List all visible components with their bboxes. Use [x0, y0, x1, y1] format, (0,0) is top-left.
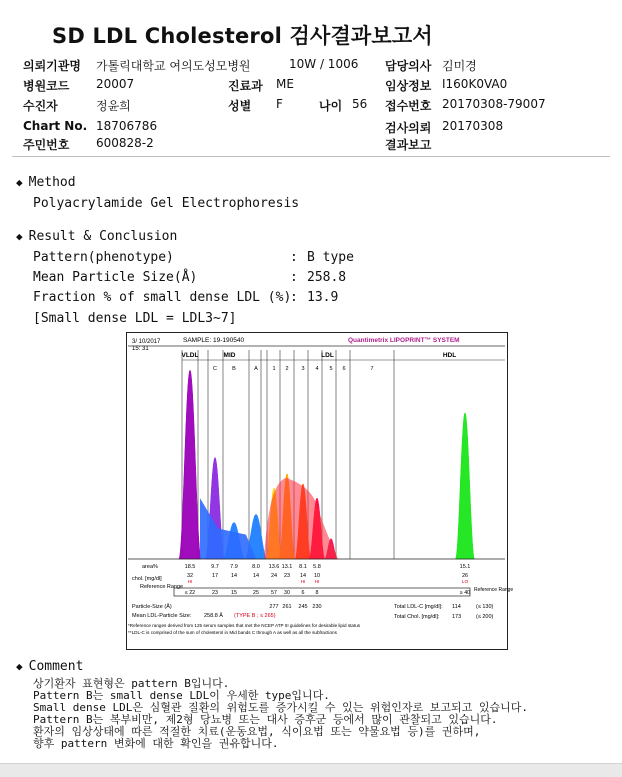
diamond-icon: ◆ — [16, 176, 23, 189]
ref-value: 25 — [253, 590, 259, 596]
ref-row-label: Reference Range — [140, 584, 184, 590]
chart-time: 15: 31 — [132, 346, 149, 352]
comment-heading-text: Comment — [28, 659, 84, 674]
chart-no-value: 18706786 — [96, 119, 158, 133]
chol-value: 24 — [270, 573, 278, 579]
chol-value: 14 — [230, 573, 238, 579]
hospital-code-label: 병원코드 — [23, 79, 70, 93]
area-value: 7.9 — [230, 564, 238, 570]
resident-value: 600828-2 — [96, 136, 154, 150]
comment-line: Pattern B는 복부비만, 제2형 당뇨병 또는 대사 증후군 등에서 많이 관찰되고 있습니다. — [33, 713, 498, 726]
chart-no-label: Chart No. — [23, 119, 88, 133]
patient-value: 정윤희 — [96, 99, 131, 113]
sex-label: 성별 — [228, 99, 252, 113]
total-ldl-value: 114 — [452, 604, 461, 610]
chol-value: 23 — [283, 573, 291, 579]
ref-right-label: Reference Range — [474, 587, 514, 593]
institution-value: 가톨릭대학교 여의도성모병원 — [96, 59, 251, 73]
result-row-colon: : — [290, 290, 298, 305]
chart-footnote: *Reference ranges derived from 125 serum samples that met the NCEP ATP III guidelines for desirable lipid status — [128, 623, 361, 628]
result-row-value: B type — [307, 250, 354, 265]
band-label: 4 — [315, 366, 319, 372]
area-value: 13.1 — [281, 564, 293, 570]
diamond-icon: ◆ — [16, 660, 23, 673]
band-label: 2 — [285, 366, 289, 372]
department-label: 진료과 — [228, 79, 263, 93]
area-value: 9.7 — [211, 564, 219, 570]
resident-label: 주민번호 — [23, 138, 70, 152]
mean-size-type: (TYPE B ; ≤ 265) — [234, 613, 276, 619]
total-ldl-ref: (≤ 130) — [476, 604, 494, 610]
area-value: 5.8 — [313, 564, 321, 570]
report-title: SD LDL Cholesterol 검사결과보고서 — [52, 24, 433, 48]
particle-size-value: 245 — [298, 604, 308, 610]
result-row-label: Fraction % of small dense LDL (%) — [33, 290, 292, 305]
institution-label: 의뢰기관명 — [23, 59, 81, 73]
area-value: 18.5 — [184, 564, 196, 570]
particle-size-value: 277 — [269, 604, 279, 610]
age-label: 나이 — [319, 99, 343, 113]
chol-value: 26 — [461, 573, 469, 579]
chart-title: Quantimetrix LIPOPRINT™ SYSTEM — [348, 337, 460, 344]
chol-row-label: chol. [mg/dl] — [132, 576, 162, 582]
ref-value: 8 — [315, 590, 319, 596]
flag-value: LO — [461, 580, 469, 585]
mean-size-label: Mean LDL-Particle Size: — [132, 613, 192, 619]
comment-heading — [16, 659, 83, 674]
result-heading-text: Result & Conclusion — [28, 229, 178, 244]
ref-value: 15 — [231, 590, 237, 596]
physician-value: 김미경 — [442, 59, 477, 73]
area-value: 8.0 — [252, 564, 260, 570]
clinical-info-value: I160K0VA0 — [442, 77, 508, 91]
group-label-vldl: VLDL — [181, 352, 199, 359]
chol-value: 10 — [313, 573, 321, 579]
chart-footnote: **LDL-C is comprised of the sum of cholesterol in Mid bands C through A as well as all the subfractions — [128, 630, 337, 635]
ref-value: ≤ 22 — [184, 590, 196, 596]
area-value: 15.1 — [459, 564, 471, 570]
result-row-label: Pattern(phenotype) — [33, 250, 174, 265]
chol-value: 17 — [211, 573, 219, 579]
band-label: 7 — [370, 366, 374, 372]
receipt-label: 접수번호 — [385, 99, 432, 113]
result-heading — [16, 229, 177, 244]
hospital-code-value: 20007 — [96, 77, 135, 91]
result-row-value: 258.8 — [307, 270, 347, 285]
clinical-info-label: 임상정보 — [385, 79, 432, 93]
total-chol-ref: (≤ 200) — [476, 614, 494, 620]
particle-row-label: Particle-Size (Å) — [132, 604, 172, 610]
request-value: 20170308 — [442, 119, 504, 133]
flag-value: HI — [187, 580, 193, 585]
mean-size-value: 258.8 Å — [204, 613, 223, 619]
patient-label: 수진자 — [23, 99, 58, 113]
method-text: Polyacrylamide Gel Electrophoresis — [33, 196, 300, 211]
department-value: ME — [276, 77, 294, 91]
chol-value: 14 — [299, 573, 307, 579]
chol-value: 32 — [186, 573, 194, 579]
band-label: C — [213, 366, 217, 372]
result-row-value: 13.9 — [307, 290, 339, 305]
band-label: 3 — [301, 366, 305, 372]
flag-value: HI — [314, 580, 320, 585]
physician-label: 담당의사 — [385, 59, 432, 73]
area-row-label: area% — [142, 564, 158, 570]
method-heading — [16, 175, 76, 190]
group-label-ldl: LDL — [321, 352, 334, 359]
result-row-colon: : — [290, 250, 298, 265]
area-value: 8.1 — [299, 564, 307, 570]
flag-value: HI — [300, 580, 306, 585]
total-chol-label: Total Chol. [mg/dl]: — [394, 614, 440, 620]
ref-value: 57 — [271, 590, 277, 596]
comment-line: 상기환자 표현형은 pattern B입니다. — [33, 677, 230, 690]
chol-value: 14 — [252, 573, 260, 579]
band-label: 5 — [329, 366, 333, 372]
ref-value: ≥ 40 — [459, 590, 471, 596]
sex-value: F — [276, 97, 283, 111]
ref-value: 6 — [301, 590, 305, 596]
result-row-colon: : — [290, 270, 298, 285]
particle-size-value: 261 — [282, 604, 292, 610]
area-value: 13.6 — [268, 564, 280, 570]
comment-line: 환자의 임상상태에 따른 적절한 치료(운동요법, 식이요법 또는 약물요법 등)를 권하며, — [33, 725, 481, 738]
band-label: B — [232, 366, 236, 372]
band-label: 6 — [342, 366, 346, 372]
band-label: A — [254, 366, 258, 372]
chart-date: 3/ 10/2017 — [132, 339, 161, 345]
ward-value: 10W / 1006 — [289, 57, 359, 71]
ref-value: 30 — [284, 590, 290, 596]
group-label-mid: MID — [223, 352, 236, 359]
result-row-label: Mean Particle Size(Å) — [33, 270, 198, 285]
total-ldl-label: Total LDL-C [mg/dl]: — [394, 604, 443, 610]
method-heading-text: Method — [28, 175, 76, 190]
header-divider — [12, 156, 610, 157]
band-label: 1 — [272, 366, 276, 372]
receipt-value: 20170308-79007 — [442, 97, 546, 111]
ref-value: 23 — [212, 590, 218, 596]
comment-line: Pattern B는 small dense LDL이 우세한 type입니다. — [33, 689, 330, 702]
report-label: 결과보고 — [385, 138, 432, 152]
chart-sample: SAMPLE: 19-190540 — [183, 337, 245, 344]
total-chol-value: 173 — [452, 614, 462, 620]
request-label: 검사의뢰 — [385, 121, 432, 135]
particle-size-value: 230 — [312, 604, 322, 610]
age-value: 56 — [352, 97, 368, 111]
diamond-icon: ◆ — [16, 230, 23, 243]
comment-line: 향후 pattern 변화에 대한 확인을 권유합니다. — [33, 737, 279, 750]
result-note: [Small dense LDL = LDL3~7] — [33, 311, 237, 326]
page-bottom-bar — [0, 763, 622, 777]
lipoprint-chart — [126, 332, 514, 650]
group-label-hdl: HDL — [442, 352, 457, 359]
comment-line: Small dense LDL은 심혈관 질환의 위험도를 증가시킬 수 있는 위험인자로 보고되고 있습니다. — [33, 701, 528, 714]
